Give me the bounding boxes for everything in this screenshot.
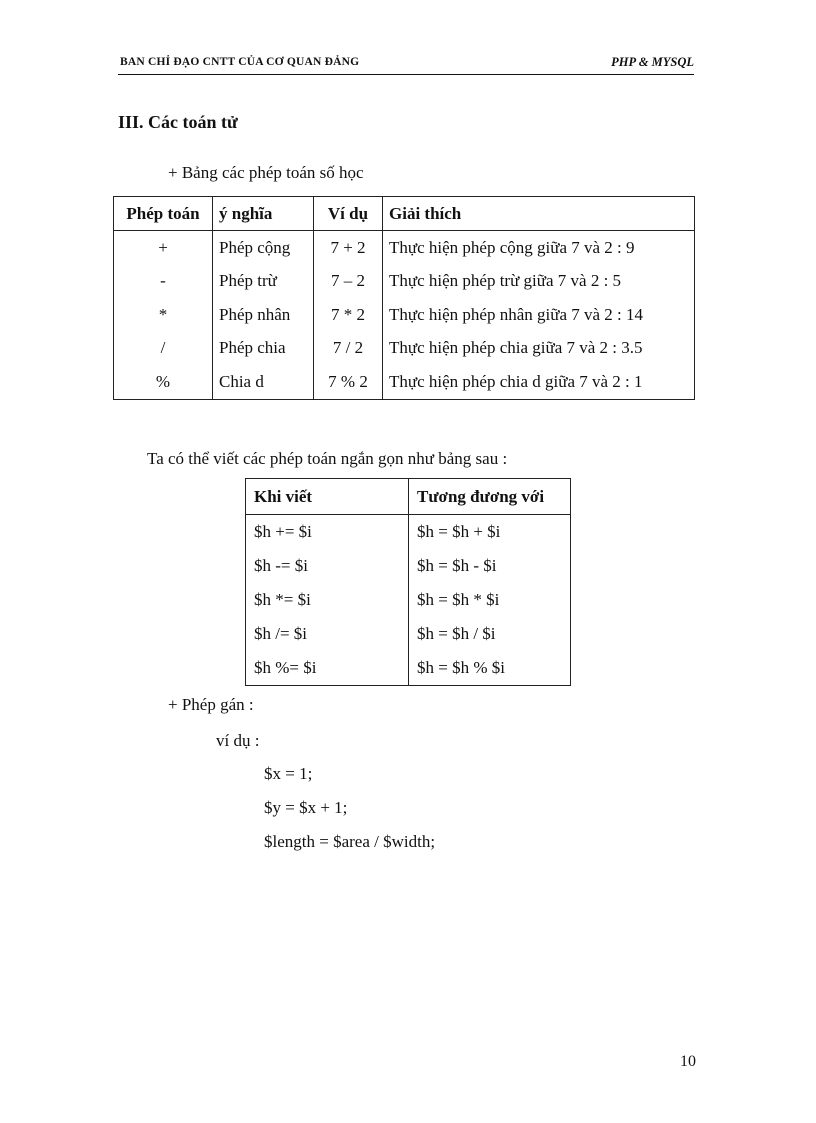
explanation-cell: Thực hiện phép trừ giữa 7 và 2 : 5 [383,265,695,299]
operator-cell: + [158,237,168,257]
table-row [114,265,695,299]
shorthand-cell: $h %= $i [254,658,317,677]
example-cell: 7 – 2 [314,265,383,299]
shorthand-cell: $h *= $i [254,590,311,609]
example-cell: 7 / 2 [314,332,383,366]
shorthand-operators-table [245,478,571,686]
table-row [114,332,695,366]
table-row [246,583,571,617]
explanation-cell: Thực hiện phép nhân giữa 7 và 2 : 14 [383,298,695,332]
shorthand-intro: Ta có thể viết các phép toán ngắn gọn như bảng sau : [147,449,508,468]
page-header [118,52,694,75]
table-row [246,549,571,583]
column-header: Giải thích [383,197,695,231]
explanation-cell: Thực hiện phép chia giữa 7 và 2 : 3.5 [383,332,695,366]
table-row [246,617,571,651]
column-header: Phép toán [114,197,213,231]
table-row [114,231,695,265]
meaning-cell: Phép trừ [213,265,314,299]
equivalent-cell: $h = $h / $i [409,617,571,651]
shorthand-cell: $h += $i [254,522,312,541]
meaning-cell: Phép cộng [213,231,314,265]
code-line: $y = $x + 1; [264,798,348,817]
explanation-cell: Thực hiện phép chia d giữa 7 và 2 : 1 [383,365,695,399]
shorthand-cell: $h /= $i [254,624,308,643]
arithmetic-intro: + Bảng các phép toán số học [168,163,364,182]
column-header: ý nghĩa [213,197,314,231]
equivalent-cell: $h = $h % $i [409,651,571,686]
equivalent-cell: $h = $h * $i [409,583,571,617]
page-number: 10 [680,1053,696,1070]
header-topic: PHP & MYSQL [611,55,694,69]
code-line: $x = 1; [264,764,313,783]
equivalent-cell: $h = $h + $i [409,515,571,550]
section-title: III. Các toán tử [118,112,238,132]
arithmetic-operators-table [113,196,695,400]
meaning-cell: Phép nhân [213,298,314,332]
header-organization: BAN CHỈ ĐẠO CNTT CỦA CƠ QUAN ĐẢNG [120,56,360,68]
table-row [114,298,695,332]
equivalent-cell: $h = $h - $i [409,549,571,583]
example-cell: 7 * 2 [314,298,383,332]
operator-cell: * [158,304,168,324]
explanation-cell: Thực hiện phép cộng giữa 7 và 2 : 9 [383,231,695,265]
assignment-label: + Phép gán : [168,695,254,714]
example-cell: 7 + 2 [314,231,383,265]
example-label: ví dụ : [216,731,260,750]
table-header-row [246,479,571,515]
column-header: Khi viết [246,479,409,515]
table-row [246,651,571,686]
column-header: Tương đương với [409,479,571,515]
operator-cell: - [160,271,166,291]
meaning-cell: Phép chia [213,332,314,366]
table-header-row [114,197,695,231]
meaning-cell: Chia d [213,365,314,399]
column-header: Ví dụ [314,197,383,231]
table-row [246,515,571,550]
shorthand-cell: $h -= $i [254,556,308,575]
code-line: $length = $area / $width; [264,832,436,851]
operator-cell: % [155,371,171,391]
operator-cell: / [160,338,166,358]
table-row [114,365,695,399]
example-cell: 7 % 2 [314,365,383,399]
